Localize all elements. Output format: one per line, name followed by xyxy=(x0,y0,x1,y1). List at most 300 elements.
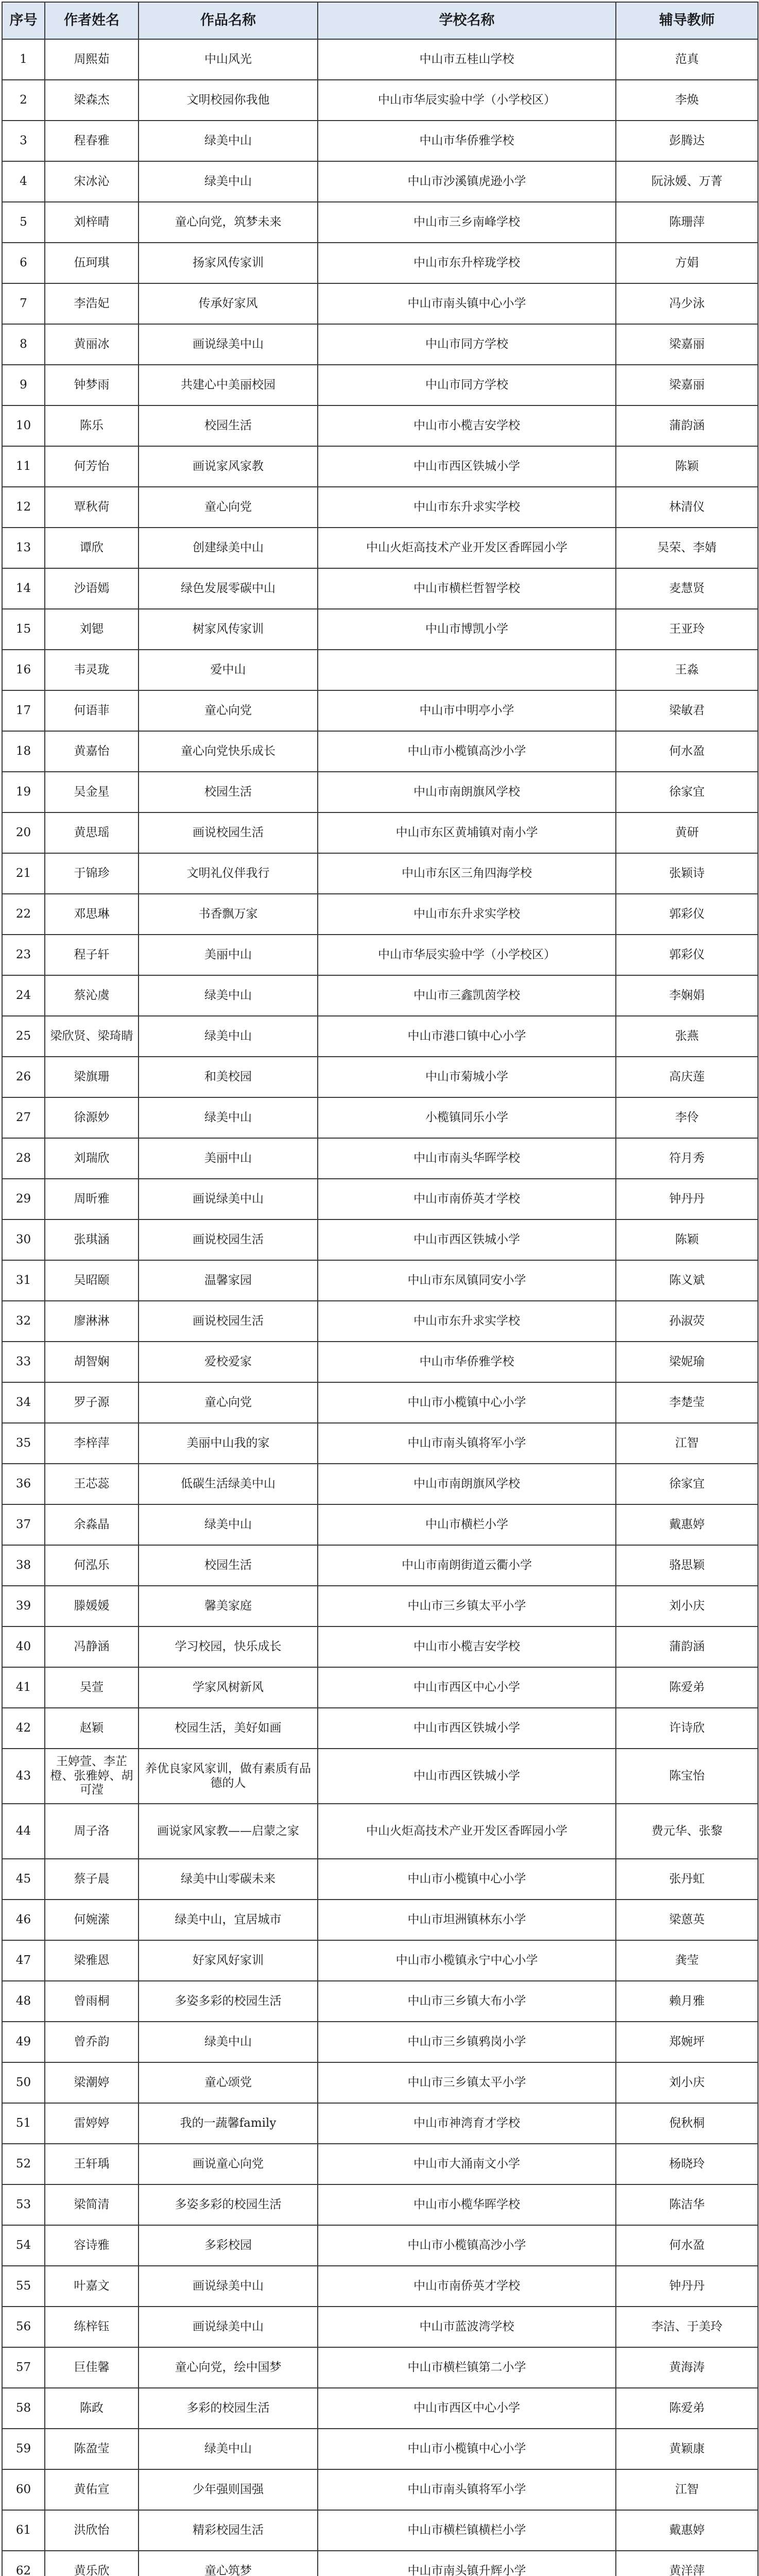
table-row xyxy=(2,2103,758,2144)
cell-author: 梁简清 xyxy=(45,2184,139,2225)
table-row xyxy=(2,2184,758,2225)
table-row xyxy=(2,2469,758,2510)
cell-no: 55 xyxy=(2,2266,45,2307)
cell-title: 画说校园生活 xyxy=(139,1219,318,1260)
cell-school: 中山市沙溪镇虎逊小学 xyxy=(318,161,616,202)
cell-title: 扬家风传家训 xyxy=(139,243,318,283)
table-row xyxy=(2,1667,758,1708)
table-row xyxy=(2,2266,758,2307)
cell-title: 美丽中山我的家 xyxy=(139,1423,318,1464)
table-header xyxy=(2,2,758,39)
cell-teacher: 倪秋桐 xyxy=(616,2103,758,2144)
cell-school: 中山市三乡镇大布小学 xyxy=(318,1981,616,2022)
cell-author: 何婉潆 xyxy=(45,1900,139,1940)
cell-title: 画说童心向党 xyxy=(139,2144,318,2184)
cell-no: 53 xyxy=(2,2184,45,2225)
table-row xyxy=(2,39,758,80)
cell-teacher: 陈爱弟 xyxy=(616,2388,758,2429)
cell-no: 44 xyxy=(2,1804,45,1859)
cell-title: 绿美中山 xyxy=(139,121,318,161)
cell-no: 23 xyxy=(2,935,45,975)
header-teacher: 辅导教师 xyxy=(616,2,758,39)
table-row xyxy=(2,2347,758,2388)
cell-teacher: 梁嘉丽 xyxy=(616,324,758,365)
cell-teacher: 徐家宜 xyxy=(616,772,758,812)
cell-author: 梁欣贤、梁琦睛 xyxy=(45,1016,139,1057)
cell-teacher: 阮泳媛、万菁 xyxy=(616,161,758,202)
cell-author: 叶嘉文 xyxy=(45,2266,139,2307)
cell-teacher: 陈颖 xyxy=(616,1219,758,1260)
cell-author: 黄嘉怡 xyxy=(45,731,139,772)
cell-school: 中山市西区中心小学 xyxy=(318,1667,616,1708)
cell-title: 画说校园生活 xyxy=(139,1301,318,1342)
cell-author: 巨佳馨 xyxy=(45,2347,139,2388)
cell-author: 梁雅恩 xyxy=(45,1940,139,1981)
cell-teacher: 黄海涛 xyxy=(616,2347,758,2388)
cell-author: 钟梦雨 xyxy=(45,365,139,405)
cell-no: 25 xyxy=(2,1016,45,1057)
cell-school: 中山市南朗旗风学校 xyxy=(318,1464,616,1504)
cell-title: 校园生活 xyxy=(139,772,318,812)
table-row xyxy=(2,2429,758,2469)
cell-title: 传承好家风 xyxy=(139,283,318,324)
cell-title: 我的一蔬馨family xyxy=(139,2103,318,2144)
cell-title: 馨美家庭 xyxy=(139,1586,318,1626)
cell-teacher: 徐家宜 xyxy=(616,1464,758,1504)
table-row xyxy=(2,2388,758,2429)
cell-no: 62 xyxy=(2,2551,45,2576)
cell-school: 中山市西区铁城小学 xyxy=(318,446,616,487)
cell-no: 9 xyxy=(2,365,45,405)
cell-title: 美丽中山 xyxy=(139,935,318,975)
cell-title: 校园生活 xyxy=(139,1545,318,1586)
cell-teacher: 何水盈 xyxy=(616,2225,758,2266)
cell-teacher: 高庆莲 xyxy=(616,1057,758,1097)
cell-school: 中山市横栏哲智学校 xyxy=(318,568,616,609)
cell-school: 中山市三乡南峰学校 xyxy=(318,202,616,243)
header-row xyxy=(2,2,758,39)
cell-author: 覃秋荷 xyxy=(45,487,139,528)
cell-school: 中山市西区中心小学 xyxy=(318,2388,616,2429)
cell-no: 10 xyxy=(2,405,45,446)
cell-school: 中山市小榄镇中心小学 xyxy=(318,1382,616,1423)
cell-title: 精彩校园生活 xyxy=(139,2510,318,2551)
cell-author: 徐源妙 xyxy=(45,1097,139,1138)
header-no: 序号 xyxy=(2,2,45,39)
cell-teacher: 符月秀 xyxy=(616,1138,758,1179)
cell-school: 中山市华侨雅学校 xyxy=(318,121,616,161)
cell-school: 中山市小榄吉安学校 xyxy=(318,1626,616,1667)
cell-no: 47 xyxy=(2,1940,45,1981)
cell-author: 罗子源 xyxy=(45,1382,139,1423)
cell-no: 22 xyxy=(2,894,45,935)
cell-author: 王芯蕊 xyxy=(45,1464,139,1504)
table-row xyxy=(2,2510,758,2551)
cell-no: 7 xyxy=(2,283,45,324)
table-row xyxy=(2,528,758,568)
cell-author: 周子洛 xyxy=(45,1804,139,1859)
cell-author: 邓思琳 xyxy=(45,894,139,935)
table-row xyxy=(2,1057,758,1097)
cell-title: 绿美中山 xyxy=(139,2022,318,2062)
cell-author: 李浩妃 xyxy=(45,283,139,324)
cell-title: 画说校园生活 xyxy=(139,812,318,853)
cell-title: 共建心中美丽校园 xyxy=(139,365,318,405)
table-row xyxy=(2,2551,758,2576)
cell-school: 中山市东区黄埔镇对南小学 xyxy=(318,812,616,853)
table-row xyxy=(2,243,758,283)
cell-author: 蔡沁虞 xyxy=(45,975,139,1016)
cell-title: 树家风传家训 xyxy=(139,609,318,650)
cell-title: 绿美中山 xyxy=(139,1097,318,1138)
cell-author: 李梓萍 xyxy=(45,1423,139,1464)
cell-title: 绿美中山 xyxy=(139,161,318,202)
cell-title: 文明礼仪伴我行 xyxy=(139,853,318,894)
table-row xyxy=(2,1097,758,1138)
cell-author: 练梓钰 xyxy=(45,2307,139,2347)
cell-teacher: 梁蒽英 xyxy=(616,1900,758,1940)
cell-no: 19 xyxy=(2,772,45,812)
cell-teacher: 范真 xyxy=(616,39,758,80)
cell-title: 童心向党，筑梦未来 xyxy=(139,202,318,243)
cell-author: 黄丽冰 xyxy=(45,324,139,365)
cell-title: 童心向党 xyxy=(139,487,318,528)
cell-school: 中山市港口镇中心小学 xyxy=(318,1016,616,1057)
cell-author: 梁旗珊 xyxy=(45,1057,139,1097)
cell-school xyxy=(318,650,616,690)
cell-teacher: 钟丹丹 xyxy=(616,2266,758,2307)
cell-author: 刘瑞欣 xyxy=(45,1138,139,1179)
cell-teacher: 方娟 xyxy=(616,243,758,283)
cell-author: 梁潮婷 xyxy=(45,2062,139,2103)
cell-no: 56 xyxy=(2,2307,45,2347)
cell-author: 洪欣怡 xyxy=(45,2510,139,2551)
cell-author: 滕媛媛 xyxy=(45,1586,139,1626)
cell-title: 少年强则国强 xyxy=(139,2469,318,2510)
cell-title: 文明校园你我他 xyxy=(139,80,318,121)
cell-author: 梁森杰 xyxy=(45,80,139,121)
cell-school: 中山市华辰实验中学（小学校区） xyxy=(318,80,616,121)
cell-no: 59 xyxy=(2,2429,45,2469)
cell-no: 45 xyxy=(2,1859,45,1900)
cell-no: 24 xyxy=(2,975,45,1016)
cell-no: 38 xyxy=(2,1545,45,1586)
table-row xyxy=(2,487,758,528)
header-author: 作者姓名 xyxy=(45,2,139,39)
cell-author: 陈政 xyxy=(45,2388,139,2429)
cell-author: 沙语嫣 xyxy=(45,568,139,609)
table-row xyxy=(2,568,758,609)
cell-author: 何芳怡 xyxy=(45,446,139,487)
cell-school: 中山市小榄吉安学校 xyxy=(318,405,616,446)
table-row xyxy=(2,283,758,324)
cell-author: 韦灵珑 xyxy=(45,650,139,690)
cell-no: 17 xyxy=(2,690,45,731)
cell-no: 35 xyxy=(2,1423,45,1464)
cell-teacher: 蒲韵涵 xyxy=(616,405,758,446)
cell-teacher: 戴惠婷 xyxy=(616,1504,758,1545)
cell-teacher: 江智 xyxy=(616,2469,758,2510)
cell-school: 中山市小榄镇中心小学 xyxy=(318,2429,616,2469)
cell-title: 多彩校园 xyxy=(139,2225,318,2266)
cell-author: 廖淋淋 xyxy=(45,1301,139,1342)
cell-school: 中山市西区铁城小学 xyxy=(318,1219,616,1260)
cell-title: 爱校爱家 xyxy=(139,1342,318,1382)
cell-author: 赵颖 xyxy=(45,1708,139,1749)
cell-no: 26 xyxy=(2,1057,45,1097)
table-row xyxy=(2,2225,758,2266)
cell-school: 中山市小榄镇高沙小学 xyxy=(318,2225,616,2266)
table-row xyxy=(2,650,758,690)
cell-school: 中山市横栏镇横栏小学 xyxy=(318,2510,616,2551)
table-row xyxy=(2,1342,758,1382)
cell-title: 绿色发展零碳中山 xyxy=(139,568,318,609)
cell-no: 54 xyxy=(2,2225,45,2266)
header-title: 作品名称 xyxy=(139,2,318,39)
cell-author: 刘锶 xyxy=(45,609,139,650)
cell-school: 中山市南头镇升辉小学 xyxy=(318,2551,616,2576)
table-row xyxy=(2,853,758,894)
cell-school: 中山火炬高技术产业开发区香晖园小学 xyxy=(318,1804,616,1859)
table-row xyxy=(2,1464,758,1504)
table-row xyxy=(2,1219,758,1260)
cell-title: 绿美中山，宜居城市 xyxy=(139,1900,318,1940)
table-row xyxy=(2,731,758,772)
cell-school: 中山市三乡镇鸦岗小学 xyxy=(318,2022,616,2062)
cell-no: 27 xyxy=(2,1097,45,1138)
cell-no: 43 xyxy=(2,1749,45,1804)
cell-school: 中山市三乡镇太平小学 xyxy=(318,1586,616,1626)
cell-title: 好家风好家训 xyxy=(139,1940,318,1981)
cell-school: 中山市南头镇中心小学 xyxy=(318,283,616,324)
cell-title: 童心颂党 xyxy=(139,2062,318,2103)
table-row xyxy=(2,1626,758,1667)
cell-school: 中山火炬高技术产业开发区香晖园小学 xyxy=(318,528,616,568)
cell-title: 画说绿美中山 xyxy=(139,2307,318,2347)
cell-school: 中山市横栏镇第二小学 xyxy=(318,2347,616,2388)
cell-school: 中山市同方学校 xyxy=(318,365,616,405)
cell-author: 曾雨桐 xyxy=(45,1981,139,2022)
table-row xyxy=(2,2022,758,2062)
table-row xyxy=(2,1586,758,1626)
cell-author: 胡智娴 xyxy=(45,1342,139,1382)
cell-title: 温馨家园 xyxy=(139,1260,318,1301)
cell-title: 中山风光 xyxy=(139,39,318,80)
cell-school: 中山市同方学校 xyxy=(318,324,616,365)
cell-title: 童心筑梦 xyxy=(139,2551,318,2576)
cell-no: 13 xyxy=(2,528,45,568)
cell-no: 29 xyxy=(2,1179,45,1219)
cell-teacher: 黄洋萍 xyxy=(616,2551,758,2576)
cell-no: 6 xyxy=(2,243,45,283)
cell-teacher: 张丹虹 xyxy=(616,1859,758,1900)
cell-author: 伍珂琪 xyxy=(45,243,139,283)
cell-no: 32 xyxy=(2,1301,45,1342)
cell-title: 绿美中山 xyxy=(139,2429,318,2469)
cell-school: 中山市菊城小学 xyxy=(318,1057,616,1097)
award-roster-table xyxy=(2,2,758,2576)
cell-no: 15 xyxy=(2,609,45,650)
cell-title: 童心向党 xyxy=(139,1382,318,1423)
table-row xyxy=(2,2144,758,2184)
cell-no: 18 xyxy=(2,731,45,772)
cell-title: 创建绿美中山 xyxy=(139,528,318,568)
table-row xyxy=(2,161,758,202)
cell-teacher: 何水盈 xyxy=(616,731,758,772)
cell-teacher: 梁敏君 xyxy=(616,690,758,731)
cell-author: 程子轩 xyxy=(45,935,139,975)
cell-title: 画说绿美中山 xyxy=(139,324,318,365)
cell-no: 31 xyxy=(2,1260,45,1301)
cell-teacher: 刘小庆 xyxy=(616,2062,758,2103)
cell-no: 2 xyxy=(2,80,45,121)
table-row xyxy=(2,690,758,731)
cell-teacher: 彭腾达 xyxy=(616,121,758,161)
cell-author: 王婷萱、李芷橙、张雅婷、胡可滢 xyxy=(45,1749,139,1804)
cell-teacher: 张燕 xyxy=(616,1016,758,1057)
cell-teacher: 王淼 xyxy=(616,650,758,690)
table-row xyxy=(2,1940,758,1981)
cell-school: 中山市东升梓珑学校 xyxy=(318,243,616,283)
cell-school: 中山市西区铁城小学 xyxy=(318,1749,616,1804)
cell-author: 何语菲 xyxy=(45,690,139,731)
cell-no: 1 xyxy=(2,39,45,80)
cell-author: 于锦珍 xyxy=(45,853,139,894)
cell-no: 8 xyxy=(2,324,45,365)
cell-teacher: 郭彩仪 xyxy=(616,894,758,935)
cell-no: 20 xyxy=(2,812,45,853)
cell-teacher: 冯少泳 xyxy=(616,283,758,324)
cell-school: 中山市华侨雅学校 xyxy=(318,1342,616,1382)
cell-title: 爱中山 xyxy=(139,650,318,690)
cell-no: 30 xyxy=(2,1219,45,1260)
table-row xyxy=(2,324,758,365)
cell-school: 中山市南侨英才学校 xyxy=(318,1179,616,1219)
cell-teacher: 龚莹 xyxy=(616,1940,758,1981)
cell-title: 学习校园，快乐成长 xyxy=(139,1626,318,1667)
cell-teacher: 陈洁华 xyxy=(616,2184,758,2225)
cell-school: 中山市东升求实学校 xyxy=(318,894,616,935)
table-body xyxy=(2,39,758,2576)
cell-school: 中山市南头镇将军小学 xyxy=(318,1423,616,1464)
cell-no: 37 xyxy=(2,1504,45,1545)
table-row xyxy=(2,365,758,405)
cell-school: 中山市小榄华晖学校 xyxy=(318,2184,616,2225)
cell-teacher: 费元华、张黎 xyxy=(616,1804,758,1859)
cell-school: 中山市南头华晖学校 xyxy=(318,1138,616,1179)
table-row xyxy=(2,1301,758,1342)
cell-author: 黄佑宣 xyxy=(45,2469,139,2510)
cell-author: 周昕雅 xyxy=(45,1179,139,1219)
cell-school: 中山市南朗旗风学校 xyxy=(318,772,616,812)
table-row xyxy=(2,1504,758,1545)
table-row xyxy=(2,1804,758,1859)
cell-no: 40 xyxy=(2,1626,45,1667)
cell-author: 何泓乐 xyxy=(45,1545,139,1586)
cell-teacher: 郭彩仪 xyxy=(616,935,758,975)
cell-title: 多姿多彩的校园生活 xyxy=(139,1981,318,2022)
cell-author: 余淼晶 xyxy=(45,1504,139,1545)
cell-no: 11 xyxy=(2,446,45,487)
cell-teacher: 梁妮瑜 xyxy=(616,1342,758,1382)
cell-no: 12 xyxy=(2,487,45,528)
cell-title: 书香飘万家 xyxy=(139,894,318,935)
table-row xyxy=(2,1859,758,1900)
cell-school: 中山市坦洲镇林东小学 xyxy=(318,1900,616,1940)
cell-title: 养优良家风家训，做有素质有品德的人 xyxy=(139,1749,318,1804)
table-row xyxy=(2,1981,758,2022)
table-row xyxy=(2,812,758,853)
cell-no: 41 xyxy=(2,1667,45,1708)
cell-no: 21 xyxy=(2,853,45,894)
cell-no: 39 xyxy=(2,1586,45,1626)
cell-author: 吴萱 xyxy=(45,1667,139,1708)
cell-no: 5 xyxy=(2,202,45,243)
cell-no: 58 xyxy=(2,2388,45,2429)
cell-teacher: 陈珊萍 xyxy=(616,202,758,243)
cell-school: 中山市西区铁城小学 xyxy=(318,1708,616,1749)
cell-teacher: 骆思颖 xyxy=(616,1545,758,1586)
cell-author: 黄乐欣 xyxy=(45,2551,139,2576)
cell-title: 绿美中山 xyxy=(139,1016,318,1057)
cell-teacher: 李洁、于美玲 xyxy=(616,2307,758,2347)
cell-teacher: 孙淑荧 xyxy=(616,1301,758,1342)
header-school: 学校名称 xyxy=(318,2,616,39)
cell-school: 中山市三乡镇太平小学 xyxy=(318,2062,616,2103)
table-row xyxy=(2,2307,758,2347)
cell-teacher: 梁嘉丽 xyxy=(616,365,758,405)
cell-title: 绿美中山零碳未来 xyxy=(139,1859,318,1900)
cell-teacher: 李楚莹 xyxy=(616,1382,758,1423)
cell-school: 中山市小榄镇永宁中心小学 xyxy=(318,1940,616,1981)
cell-teacher: 麦慧贤 xyxy=(616,568,758,609)
table-row xyxy=(2,2062,758,2103)
cell-teacher: 钟丹丹 xyxy=(616,1179,758,1219)
cell-teacher: 江智 xyxy=(616,1423,758,1464)
cell-title: 多姿多彩的校园生活 xyxy=(139,2184,318,2225)
cell-title: 校园生活 xyxy=(139,405,318,446)
cell-school: 中山市博凯小学 xyxy=(318,609,616,650)
table-row xyxy=(2,975,758,1016)
cell-school: 中山市小榄镇高沙小学 xyxy=(318,731,616,772)
cell-no: 33 xyxy=(2,1342,45,1382)
cell-school: 中山市南头镇将军小学 xyxy=(318,2469,616,2510)
cell-author: 雷婷婷 xyxy=(45,2103,139,2144)
cell-teacher: 李娴娟 xyxy=(616,975,758,1016)
table-row xyxy=(2,935,758,975)
cell-author: 容诗雅 xyxy=(45,2225,139,2266)
table-row xyxy=(2,1749,758,1804)
cell-no: 4 xyxy=(2,161,45,202)
cell-school: 中山市东区三角四海学校 xyxy=(318,853,616,894)
cell-author: 吴金星 xyxy=(45,772,139,812)
cell-school: 中山市横栏小学 xyxy=(318,1504,616,1545)
table-row xyxy=(2,1423,758,1464)
cell-no: 51 xyxy=(2,2103,45,2144)
cell-school: 中山市小榄镇中心小学 xyxy=(318,1859,616,1900)
cell-author: 蔡子晨 xyxy=(45,1859,139,1900)
cell-no: 46 xyxy=(2,1900,45,1940)
table-row xyxy=(2,405,758,446)
cell-no: 28 xyxy=(2,1138,45,1179)
cell-teacher: 陈宝怡 xyxy=(616,1749,758,1804)
cell-teacher: 林清仪 xyxy=(616,487,758,528)
cell-author: 谭欣 xyxy=(45,528,139,568)
cell-author: 陈乐 xyxy=(45,405,139,446)
cell-teacher: 李焕 xyxy=(616,80,758,121)
cell-title: 童心向党 xyxy=(139,690,318,731)
table-row xyxy=(2,894,758,935)
